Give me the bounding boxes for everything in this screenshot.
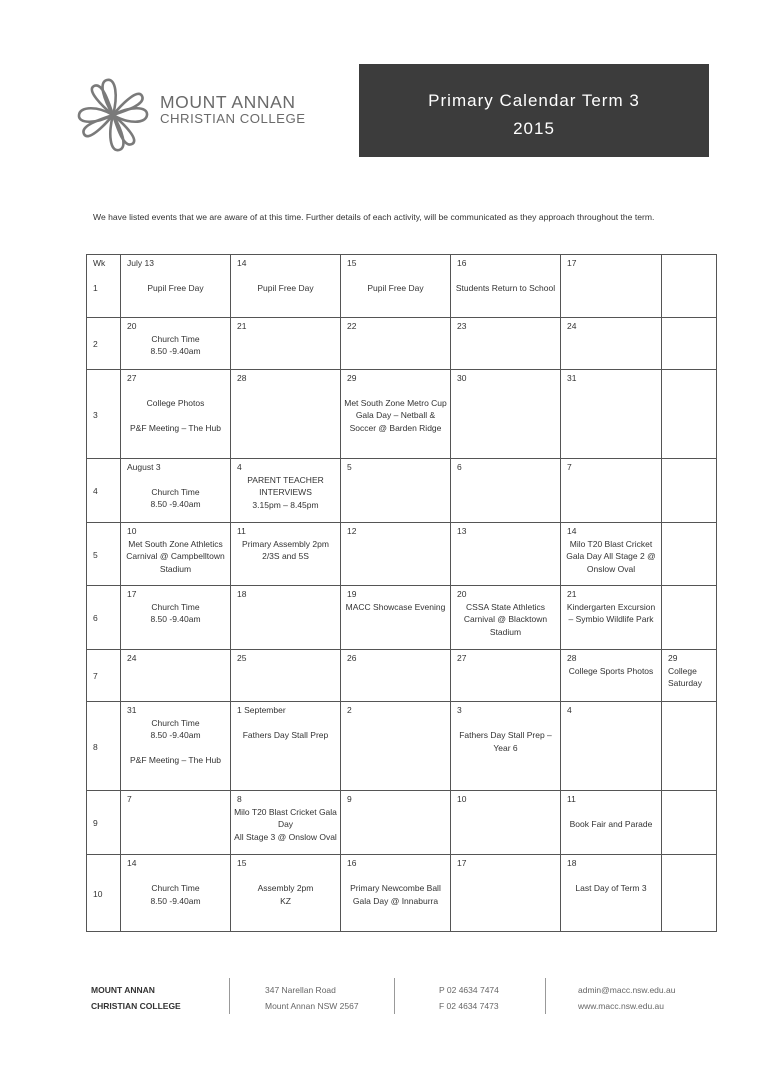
day-cell xyxy=(561,523,662,586)
day-date: 25 xyxy=(237,653,247,663)
footer-divider xyxy=(229,978,230,1014)
week-number: 2 xyxy=(93,339,98,349)
day-cell xyxy=(451,791,561,855)
day-date: 9 xyxy=(347,794,352,804)
day-cell xyxy=(341,855,451,932)
week-cell xyxy=(87,650,121,702)
day-date: 26 xyxy=(347,653,357,663)
day-date: 8 xyxy=(237,794,242,804)
logo-text-line2: CHRISTIAN COLLEGE xyxy=(160,111,306,126)
day-date xyxy=(662,791,716,805)
page-title: Primary Calendar Term 3 xyxy=(428,91,640,110)
footer-address xyxy=(265,982,359,1014)
day-cell xyxy=(231,650,341,702)
day-cell xyxy=(662,702,717,791)
day-cell xyxy=(231,586,341,650)
day-event: College Sports Photos xyxy=(568,665,654,676)
week-cell xyxy=(87,318,121,370)
footer-email-link[interactable]: admin@macc.nsw.edu.au xyxy=(578,985,676,995)
day-date: 16 xyxy=(347,858,357,868)
logo-text-line1: MOUNT ANNAN xyxy=(160,92,296,112)
week-number: 6 xyxy=(93,613,98,623)
day-cell xyxy=(231,318,341,370)
day-cell xyxy=(561,650,662,702)
day-date: 27 xyxy=(457,653,467,663)
calendar-row xyxy=(87,318,717,370)
day-event: Pupil Free Day xyxy=(367,282,424,293)
day-cell xyxy=(451,855,561,932)
day-date: 19 xyxy=(347,589,357,599)
day-cell xyxy=(561,702,662,791)
week-cell xyxy=(87,459,121,523)
day-cell xyxy=(662,370,717,459)
footer-address-line1: 347 Narellan Road xyxy=(265,985,336,995)
day-date: 16 xyxy=(457,258,467,268)
day-event: Last Day of Term 3 xyxy=(575,883,647,894)
day-event: Church Time 8.50 -9.40am xyxy=(150,601,201,625)
day-cell xyxy=(231,523,341,586)
day-cell xyxy=(341,255,451,318)
week-cell xyxy=(87,370,121,459)
day-date: 21 xyxy=(567,589,577,599)
logo-knot-icon xyxy=(74,76,152,154)
day-date: 11 xyxy=(237,526,246,536)
day-date: 7 xyxy=(567,462,572,472)
day-date: 28 xyxy=(567,653,577,663)
day-date: 20 xyxy=(127,321,137,331)
day-date: 15 xyxy=(237,858,247,868)
day-date: 29 xyxy=(668,653,678,663)
week-cell xyxy=(87,855,121,932)
day-cell xyxy=(341,586,451,650)
day-date xyxy=(662,459,716,473)
day-cell xyxy=(561,370,662,459)
day-date: 31 xyxy=(127,705,137,715)
day-cell xyxy=(121,855,231,932)
week-number: 8 xyxy=(93,742,98,752)
week-number: 7 xyxy=(93,671,98,681)
day-cell xyxy=(231,702,341,791)
day-date: 6 xyxy=(457,462,462,472)
day-cell xyxy=(662,650,717,702)
day-date: 17 xyxy=(457,858,467,868)
day-cell xyxy=(561,855,662,932)
calendar-row xyxy=(87,255,717,318)
day-cell xyxy=(662,523,717,586)
day-event: CSSA State Athletics Carnival @ Blacktown Stadium xyxy=(463,601,548,637)
day-cell xyxy=(341,650,451,702)
footer-divider xyxy=(545,978,546,1014)
calendar-row xyxy=(87,523,717,586)
day-cell xyxy=(561,459,662,523)
day-event: Church Time 8.50 -9.40am P&F Meeting – The Hub xyxy=(129,717,222,766)
day-date: 17 xyxy=(127,589,137,599)
week-cell xyxy=(87,702,121,791)
footer-address-line2: Mount Annan NSW 2567 xyxy=(265,1001,359,1011)
day-event: Fathers Day Stall Prep – Year 6 xyxy=(459,730,552,753)
calendar-row xyxy=(87,650,717,702)
day-cell xyxy=(662,459,717,523)
day-cell xyxy=(121,255,231,318)
day-event: Assembly 2pm KZ xyxy=(257,883,314,906)
day-date: 23 xyxy=(457,321,467,331)
day-event: Primary Assembly 2pm 2/3S and 5S xyxy=(242,538,329,562)
day-date: 12 xyxy=(347,526,357,536)
day-date: 20 xyxy=(457,589,467,599)
day-date xyxy=(662,318,716,332)
day-cell xyxy=(231,855,341,932)
day-cell xyxy=(121,459,231,523)
day-cell xyxy=(341,702,451,791)
day-date: 10 xyxy=(127,526,137,536)
day-date: 4 xyxy=(567,705,572,715)
day-date: August 3 xyxy=(127,462,161,472)
day-date: 4 xyxy=(237,462,242,472)
college-logo xyxy=(74,76,334,154)
day-date: 2 xyxy=(347,705,352,715)
title-banner xyxy=(359,64,709,157)
week-header: Wk xyxy=(93,258,106,268)
day-event: PARENT TEACHER INTERVIEWS 3.15pm – 8.45pm xyxy=(247,474,324,510)
day-date: 3 xyxy=(457,705,462,715)
day-cell xyxy=(451,650,561,702)
day-date: 15 xyxy=(347,258,357,268)
calendar-row xyxy=(87,586,717,650)
day-cell xyxy=(231,791,341,855)
day-event: Church Time 8.50 -9.40am xyxy=(150,883,201,906)
day-date: 17 xyxy=(567,258,577,268)
day-date: 30 xyxy=(457,373,467,383)
footer-college-name xyxy=(91,982,181,1014)
day-date: 27 xyxy=(127,373,137,383)
day-cell xyxy=(121,650,231,702)
footer-contact xyxy=(578,982,675,1014)
day-date: 14 xyxy=(567,526,577,536)
day-date: 29 xyxy=(347,373,357,383)
calendar-row xyxy=(87,855,717,932)
footer-fax: F 02 4634 7473 xyxy=(439,1001,499,1011)
day-date: 14 xyxy=(237,258,247,268)
day-date: 13 xyxy=(457,526,467,536)
day-event: College Saturday xyxy=(668,665,703,689)
footer-web-link[interactable]: www.macc.nsw.edu.au xyxy=(578,1001,664,1011)
day-cell xyxy=(662,586,717,650)
day-event: Pupil Free Day xyxy=(147,282,204,293)
day-event: Met South Zone Metro Cup Gala Day – Netball & Soccer @ Barden Ridge xyxy=(344,397,447,433)
day-cell xyxy=(231,459,341,523)
calendar-row xyxy=(87,791,717,855)
day-cell xyxy=(121,586,231,650)
day-event: Church Time 8.50 -9.40am xyxy=(150,333,201,357)
day-event: Milo T20 Blast Cricket Gala Day All Stage 2 @ Onslow Oval xyxy=(566,538,656,574)
day-cell xyxy=(121,523,231,586)
day-cell xyxy=(662,255,717,318)
day-date xyxy=(662,370,716,384)
day-event: Book Fair and Parade xyxy=(569,819,653,830)
day-cell xyxy=(451,586,561,650)
day-date: 24 xyxy=(127,653,137,663)
day-date xyxy=(662,855,716,869)
footer-name-line2: CHRISTIAN COLLEGE xyxy=(91,1001,181,1011)
day-date: 18 xyxy=(237,589,247,599)
day-date: 18 xyxy=(567,858,577,868)
week-number: 3 xyxy=(93,410,98,420)
day-date xyxy=(662,255,716,269)
week-number: 4 xyxy=(93,486,98,496)
day-date: 10 xyxy=(457,794,467,804)
day-cell xyxy=(561,255,662,318)
calendar-row xyxy=(87,459,717,523)
calendar-table xyxy=(86,254,717,932)
day-date: 7 xyxy=(127,794,132,804)
calendar-body xyxy=(87,255,717,932)
day-date: 21 xyxy=(237,321,247,331)
day-event: Church Time 8.50 -9.40am xyxy=(150,486,201,510)
week-cell xyxy=(87,255,121,318)
week-number: 9 xyxy=(93,818,98,828)
day-cell xyxy=(662,855,717,932)
calendar-row xyxy=(87,370,717,459)
intro-text: We have listed events that we are aware of at this time. Further details of each activity, will be communicated as they approach throughout the term. xyxy=(93,212,655,222)
day-cell xyxy=(231,255,341,318)
day-date xyxy=(662,702,716,716)
day-cell xyxy=(662,791,717,855)
day-event: Met South Zone Athletics Carnival @ Campbelltown Stadium xyxy=(126,538,225,574)
footer-name-line1: MOUNT ANNAN xyxy=(91,985,155,995)
day-cell xyxy=(451,523,561,586)
day-date: 11 xyxy=(567,794,576,804)
day-date: 14 xyxy=(127,858,137,868)
day-event: Fathers Day Stall Prep xyxy=(242,730,329,741)
day-date: 1 September xyxy=(237,705,286,715)
day-cell xyxy=(121,791,231,855)
day-event: Primary Newcombe Ball Gala Day @ Innaburra xyxy=(350,883,441,906)
week-number: 10 xyxy=(93,889,103,899)
day-cell xyxy=(341,459,451,523)
page-year: 2015 xyxy=(513,119,555,138)
day-cell xyxy=(662,318,717,370)
day-date: 5 xyxy=(347,462,352,472)
week-cell xyxy=(87,586,121,650)
day-cell xyxy=(451,459,561,523)
day-event: Milo T20 Blast Cricket Gala Day All Stage 3 @ Onslow Oval xyxy=(234,806,337,842)
footer-phone-block xyxy=(439,982,499,1014)
day-event: College Photos P&F Meeting – The Hub xyxy=(129,397,222,433)
day-date xyxy=(662,523,716,537)
day-cell xyxy=(561,791,662,855)
day-cell xyxy=(341,318,451,370)
day-cell xyxy=(561,318,662,370)
footer-phone: P 02 4634 7474 xyxy=(439,985,499,995)
day-cell xyxy=(451,702,561,791)
week-number: 1 xyxy=(93,282,98,293)
day-cell xyxy=(451,370,561,459)
calendar-row xyxy=(87,702,717,791)
day-cell xyxy=(341,791,451,855)
footer xyxy=(0,978,768,1018)
day-cell xyxy=(121,370,231,459)
week-number: 5 xyxy=(93,550,98,560)
day-date: 24 xyxy=(567,321,577,331)
day-date: 22 xyxy=(347,321,357,331)
footer-divider xyxy=(394,978,395,1014)
day-event: MACC Showcase Evening xyxy=(345,601,446,612)
day-cell xyxy=(451,318,561,370)
day-date: July 13 xyxy=(127,258,154,268)
day-event: Kindergarten Excursion – Symbio Wildlife Park xyxy=(566,601,656,625)
day-event: Pupil Free Day xyxy=(257,282,314,293)
day-cell xyxy=(451,255,561,318)
day-cell xyxy=(121,318,231,370)
day-cell xyxy=(121,702,231,791)
day-date: 28 xyxy=(237,373,247,383)
day-event: Students Return to School xyxy=(455,282,556,293)
day-cell xyxy=(231,370,341,459)
day-date: 31 xyxy=(567,373,577,383)
day-cell xyxy=(561,586,662,650)
day-cell xyxy=(341,523,451,586)
day-date xyxy=(662,586,716,600)
day-cell xyxy=(341,370,451,459)
week-cell xyxy=(87,523,121,586)
week-cell xyxy=(87,791,121,855)
